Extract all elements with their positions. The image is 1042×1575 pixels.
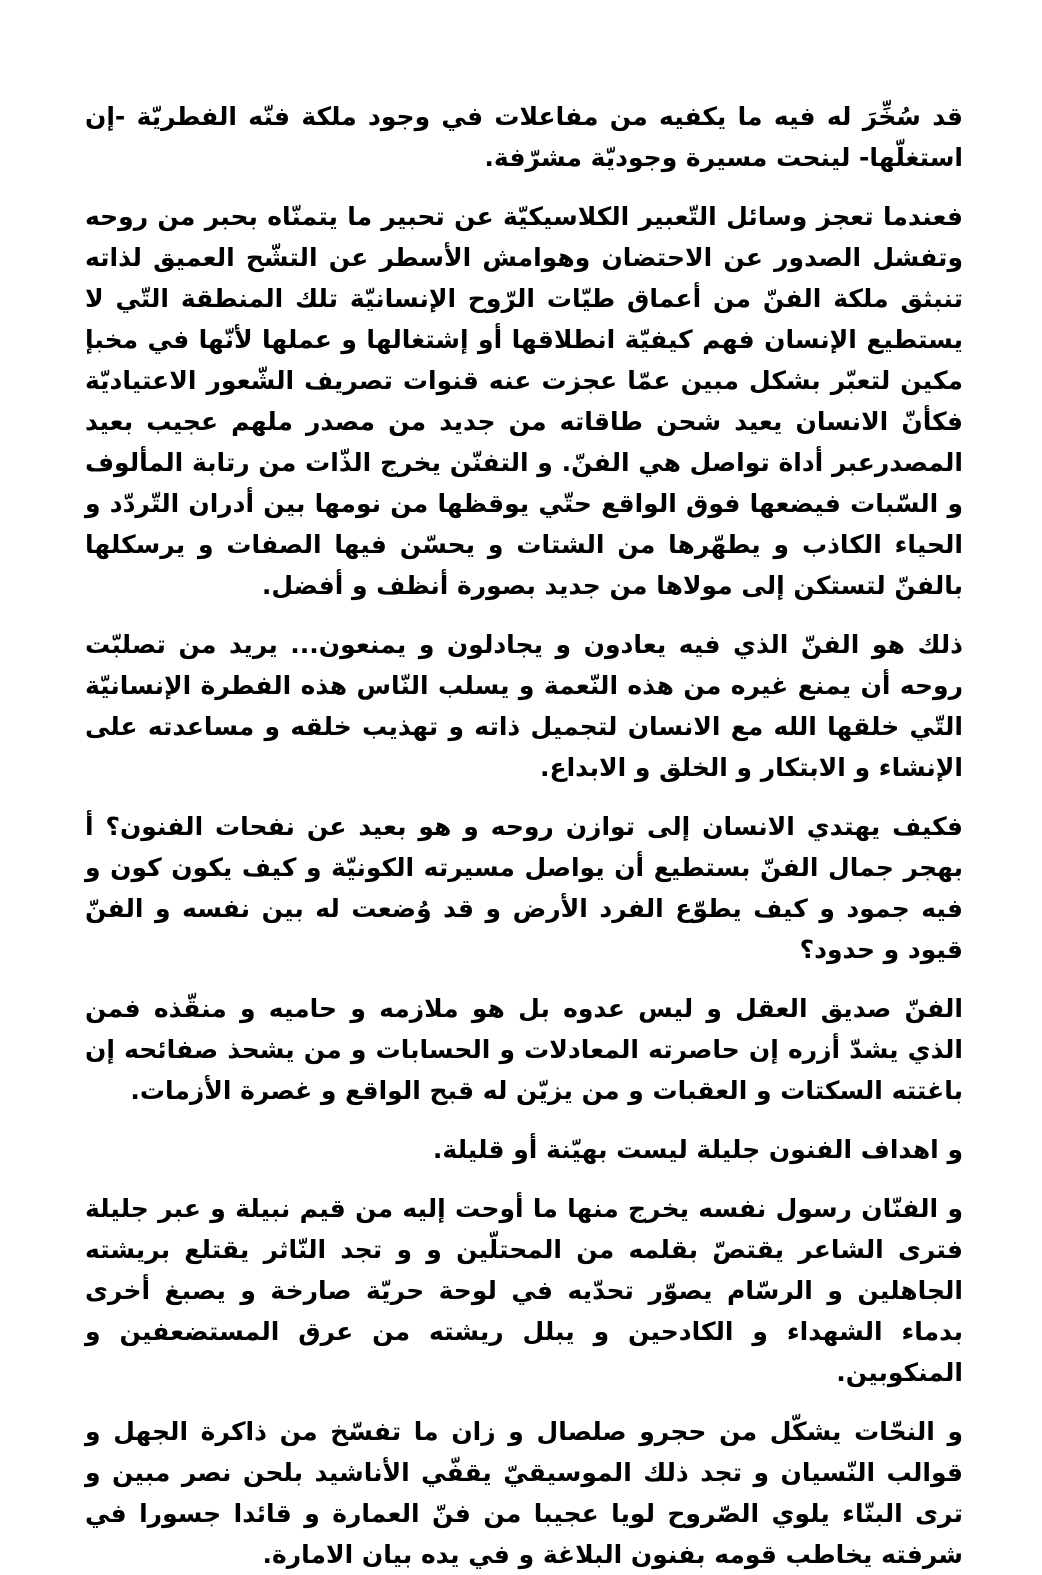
paragraph-7: و الفنّان رسول نفسه يخرج منها ما أوحت إليه من قيم نبيلة و عبر جليلة فترى الشاعر يقتصّ بقلمه من المحتلّين و و تجد النّاثر يقتلع بريشته الجاهلين و الرسّام يصوّر تحدّيه في لوحة حريّة صارخة و يصبغ أخرى بدماء الشهداء و الكادحين و يبلل ريشته من عرق المستضعفين و المنكوبين.	[85, 1194, 963, 1387]
paragraph-3: ذلك هو الفنّ الذي فيه يعادون و يجادلون و يمنعون... يريد من تصلبّت روحه أن يمنع غيره من هذه النّعمة و يسلب النّاس هذه الفطرة الإنسانيّة التّي خلقها الله مع الانسان لتجميل ذاته و تهذيب خلقه و مساعدته على الإنشاء و الابتكار و الخلق و الابداع.	[85, 630, 963, 782]
paragraph-5: الفنّ صديق العقل و ليس عدوه بل هو ملازمه و حاميه و منقّذه فمن الذي يشدّ أزره إن حاصرته المعادلات و الحسابات و من يشحذ صفائحه إن باغتته السكتات و العقبات و من يزيّن له قبح الواقع و غصرة الأزمات.	[85, 994, 963, 1105]
paragraph-2: فعندما تعجز وسائل التّعبير الكلاسيكيّة عن تحبير ما يتمنّاه بحبر من روحه وتفشل الصدور عن الاحتضان وهوامش الأسطر عن التشّح العميق لذاته تنبثق ملكة الفنّ من أعماق طيّات الرّوح الإنسانيّة تلك المنطقة التّي لا يستطيع الإنسان فهم كيفيّة انطلاقها أو إشتغالها و عملها لأنّها في مخبإ مكين لتعبّر بشكل مبين عمّا عجزت عنه قنوات تصريف الشّعور الاعتياديّة فكأنّ الانسان يعيد شحن طاقاته من جديد من مصدر ملهم عجيب بعيد المصدرعبر أداة تواصل هي الفنّ. و التفنّن يخرج الذّات من رتابة المألوف و السّبات فيضعها فوق الواقع حتّي يوقظها من نومها بين أدران التّردّد و الحياء الكاذب و يطهّرها من الشتات و يحسّن فيها الصفات و يرسكلها بالفنّ لتستكن إلى مولاها من جديد بصورة أنظف و أفضل.	[85, 202, 963, 600]
paragraph-8: و النحّات يشكّل من حجرو صلصال و زان ما تفسّخ من ذاكرة الجهل و قوالب النّسيان و تجد ذلك الموسيقيّ يقفّي الأناشيد بلحن نصر مبين و ترى البنّاء يلوي الصّروح لويا عجيبا من فنّ العمارة و قائدا جسورا في شرفته يخاطب قومه بفنون البلاغة و في يده بيان الامارة.	[85, 1417, 963, 1569]
paragraph-4: فكيف يهتدي الانسان إلى توازن روحه و هو بعيد عن نفحات الفنون؟ أ بهجر جمال الفنّ بستطيع أن يواصل مسيرته الكونيّة و كيف يكون كون و فيه جمود و كيف يطوّع الفرد الأرض و قد وُضعت له بين نفسه و الفنّ قيود و حدود؟	[85, 812, 963, 964]
paragraph-1: قد سُخِّرَ له فيه ما يكفيه من مفاعلات في وجود ملكة فنّه الفطريّة -إن استغلّها- لينحت مسيرة وجوديّة مشرّفة.	[85, 102, 963, 172]
paragraph-6: و اهداف الفنون جليلة ليست بهيّنة أو قليلة.	[432, 1135, 963, 1164]
